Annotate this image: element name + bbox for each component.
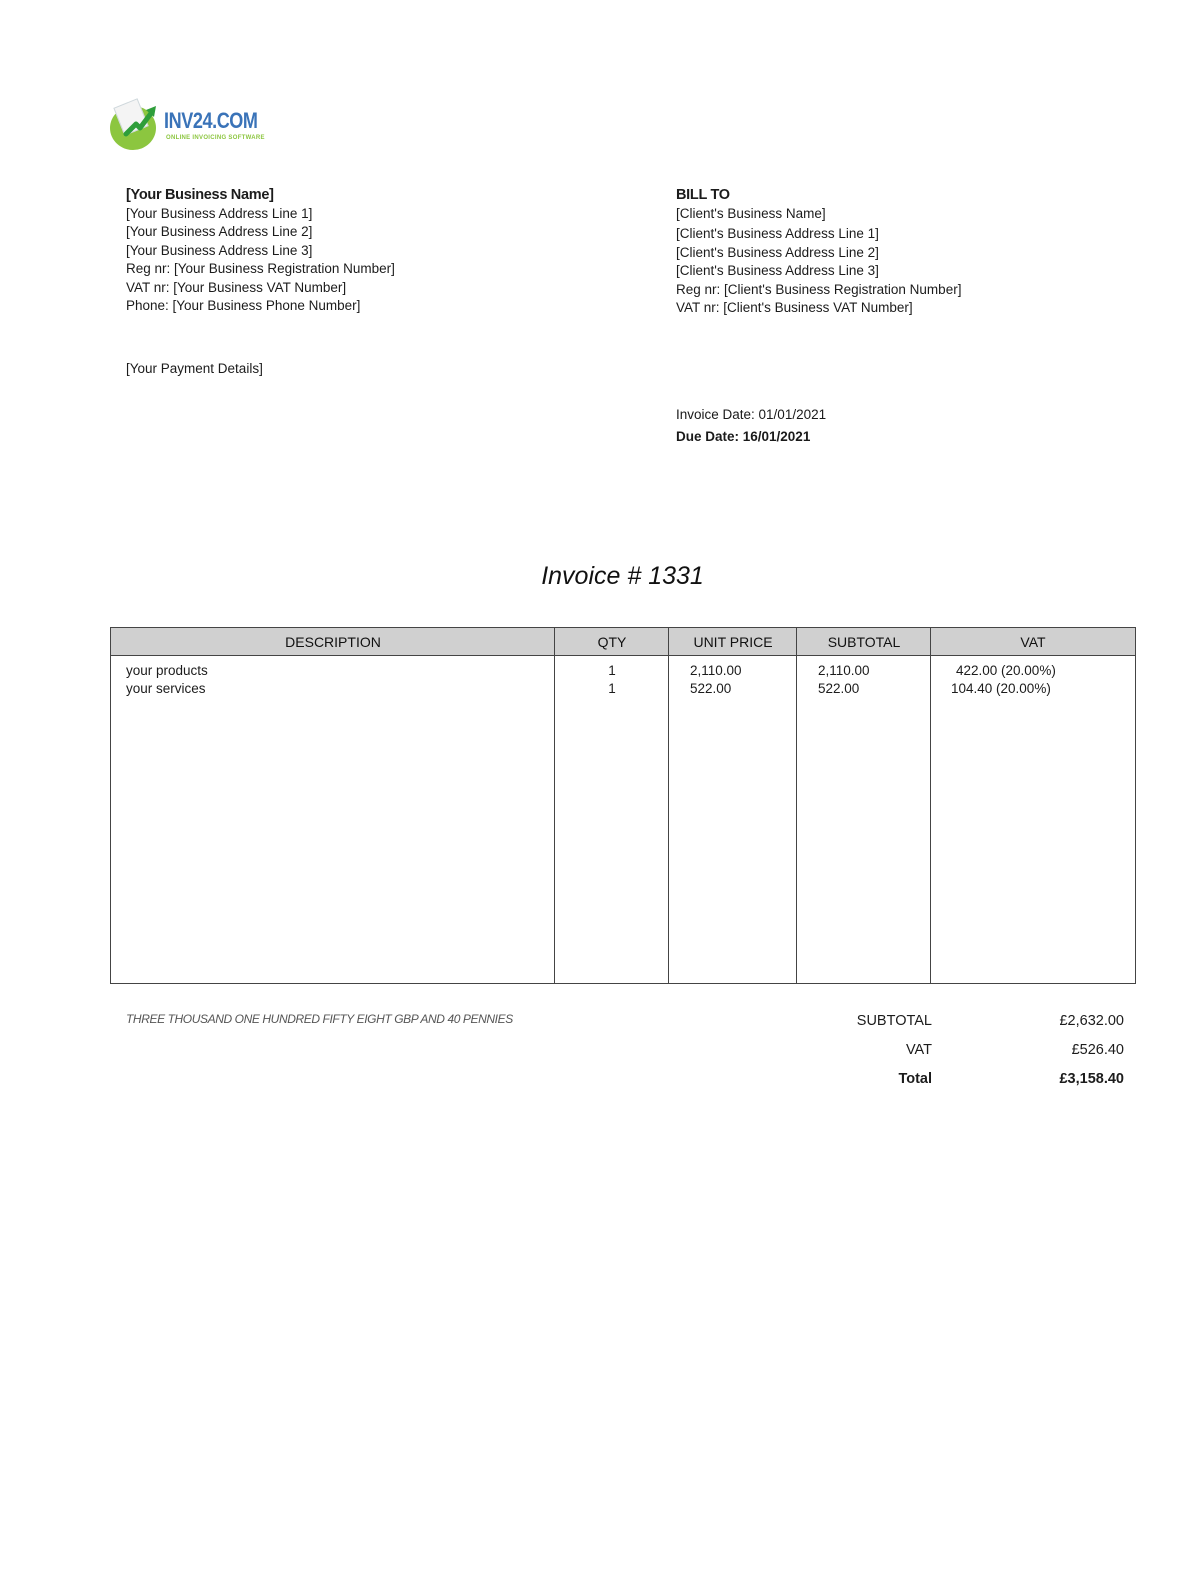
total-value: £3,158.40 <box>1059 1071 1124 1087</box>
client-vat-number: VAT nr: [Client's Business VAT Number] <box>676 300 913 315</box>
logo-brand-text: INV24.COM <box>164 108 258 133</box>
bill-to-heading: BILL TO <box>676 187 730 203</box>
seller-address-line-3: [Your Business Address Line 3] <box>126 242 313 258</box>
seller-address-line-1: [Your Business Address Line 1] <box>126 205 313 221</box>
invoice-date: Invoice Date: 01/01/2021 <box>676 407 827 422</box>
subtotal-row <box>820 1013 1130 1042</box>
header-subtotal: SUBTOTAL <box>827 634 901 650</box>
row-2-subtotal: 522.00 <box>818 681 860 696</box>
amount-in-words: THREE THOUSAND ONE HUNDRED FIFTY EIGHT GBP AND 40 PENNIES <box>126 1012 513 1026</box>
row-1-subtotal: 2,110.00 <box>818 663 870 678</box>
row-1-description: your products <box>126 663 208 678</box>
client-reg-number: Reg nr: [Client's Business Registration Number] <box>676 281 962 297</box>
row-1-vat: 422.00 (20.00%) <box>956 663 1056 678</box>
client-name: [Client's Business Name] <box>676 205 826 221</box>
invoice-title: Invoice # 1331 <box>541 562 704 590</box>
total-label: Total <box>898 1071 932 1087</box>
invoice-dates <box>676 404 826 448</box>
total-row <box>820 1071 1130 1100</box>
totals-summary <box>820 1013 1130 1100</box>
seller-address-line-2: [Your Business Address Line 2] <box>126 224 313 239</box>
seller-details <box>126 186 395 316</box>
vat-value: £526.40 <box>1071 1042 1124 1058</box>
logo-tagline: ONLINE INVOICING SOFTWARE <box>166 135 265 141</box>
company-logo <box>110 100 270 152</box>
payment-details: [Your Payment Details] <box>126 361 263 376</box>
client-address-line-1: [Client's Business Address Line 1] <box>676 226 879 241</box>
seller-name: [Your Business Name] <box>126 187 274 203</box>
logo-growth-arrow-icon <box>122 102 160 140</box>
bill-to-details <box>676 186 961 318</box>
vat-label: VAT <box>905 1042 932 1058</box>
seller-phone: Phone: [Your Business Phone Number] <box>126 298 361 313</box>
line-items-table <box>110 627 1136 984</box>
subtotal-label: SUBTOTAL <box>856 1013 932 1029</box>
due-date: Due Date: 16/01/2021 <box>676 429 811 444</box>
header-qty: QTY <box>597 634 627 650</box>
column-unit-price <box>669 628 797 983</box>
row-2-vat: 104.40 (20.00%) <box>951 681 1051 696</box>
subtotal-value: £2,632.00 <box>1059 1013 1124 1029</box>
client-address-line-3: [Client's Business Address Line 3] <box>676 263 879 278</box>
row-2-description: your services <box>126 681 206 696</box>
seller-reg-number: Reg nr: [Your Business Registration Number] <box>126 261 395 276</box>
row-2-unit-price: 522.00 <box>690 681 732 696</box>
header-description: DESCRIPTION <box>285 634 381 650</box>
client-address-line-2: [Client's Business Address Line 2] <box>676 244 879 260</box>
row-1-qty: 1 <box>608 663 616 678</box>
header-unit-price: UNIT PRICE <box>693 634 773 650</box>
vat-row <box>820 1042 1130 1071</box>
row-1-unit-price: 2,110.00 <box>690 663 742 678</box>
row-2-qty: 1 <box>608 681 616 696</box>
header-vat: VAT <box>1020 634 1046 650</box>
seller-vat-number: VAT nr: [Your Business VAT Number] <box>126 279 347 295</box>
